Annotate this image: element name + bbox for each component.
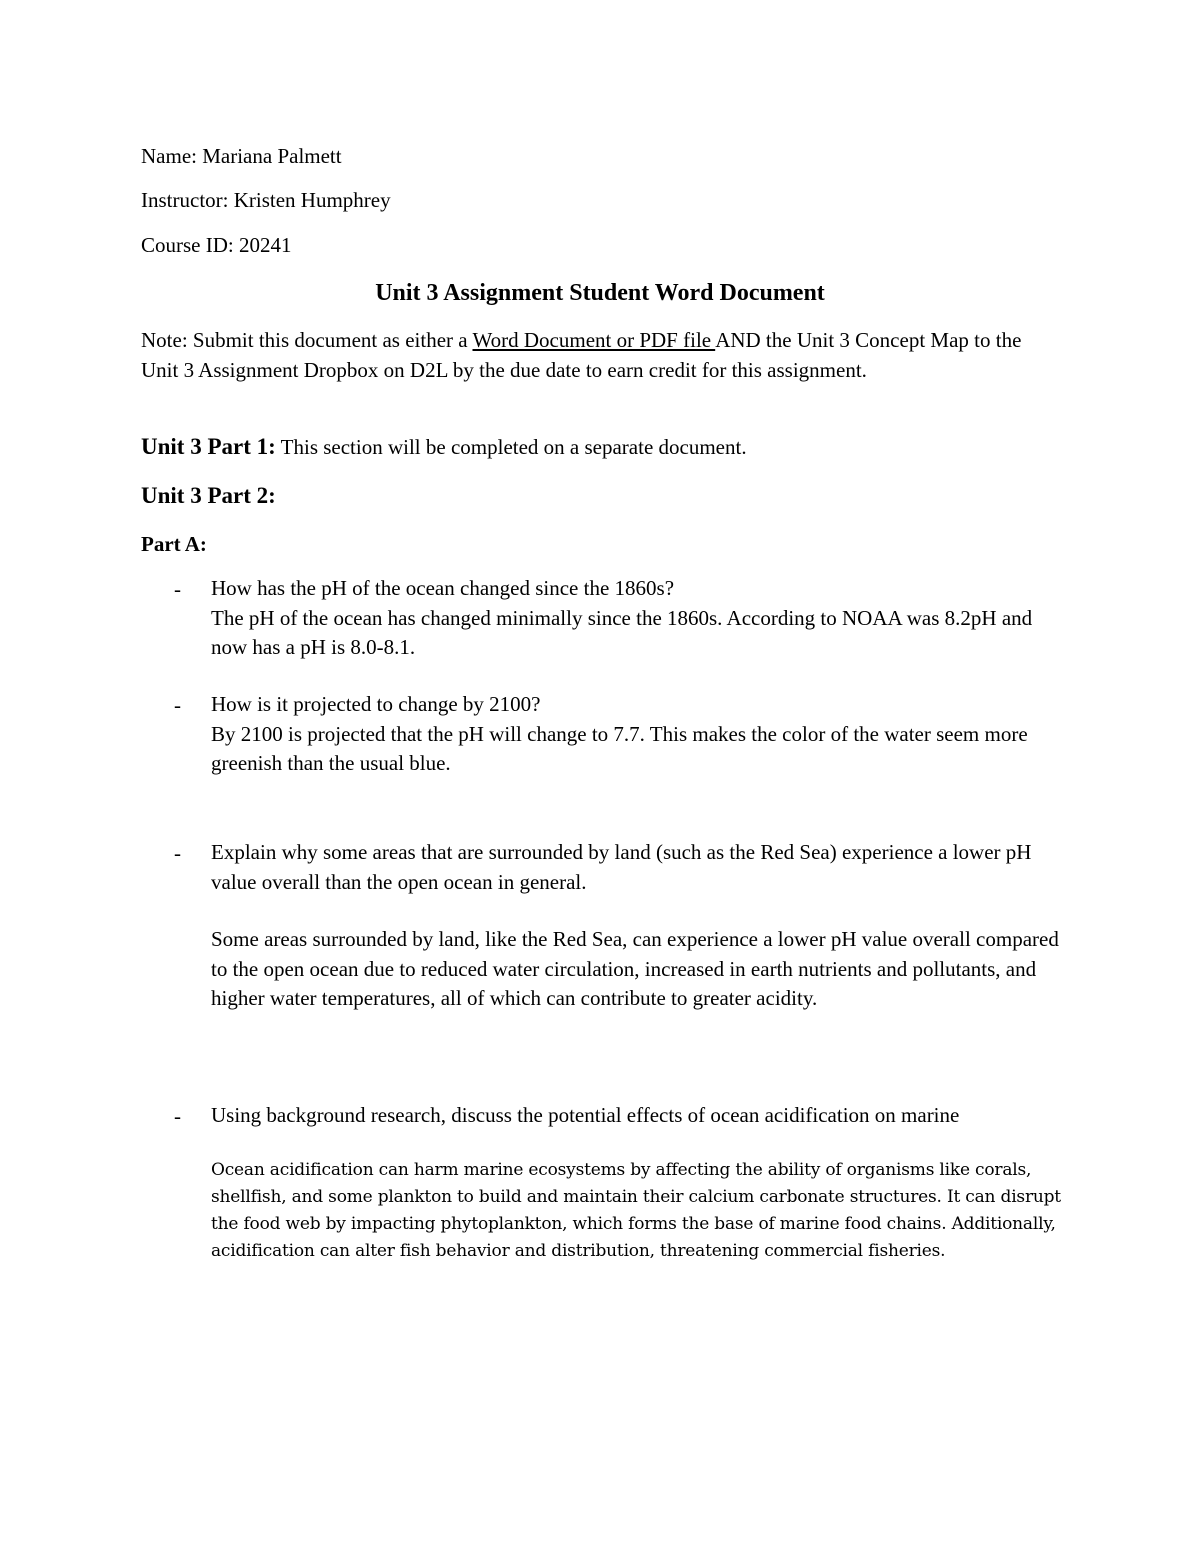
answer-text: The pH of the ocean has changed minimally since the 1860s. According to NOAA was 8.2pH and now has a pH is 8.0-8.1. (211, 605, 1033, 659)
list-item (211, 1101, 1111, 1131)
bullet-dash: - (174, 577, 181, 601)
part1-label: Unit 3 Part 1: (141, 434, 276, 459)
bullet-dash: - (174, 693, 181, 717)
partA-heading (141, 529, 207, 559)
bullet-dash: - (174, 1104, 181, 1128)
partA-label: Part A: (141, 532, 207, 556)
part2-label: Unit 3 Part 2: (141, 483, 276, 508)
question-text: Explain why some areas that are surrounded by land (such as the Red Sea) experience a lower pH value overall than the open ocean in general. (211, 840, 1032, 894)
document-title: Unit 3 Assignment Student Word Document (375, 280, 825, 306)
answer-text: Some areas surrounded by land, like the Red Sea, can experience a lower pH value overall compared to the open ocean due to reduced water circulation, increased in earth nutrients and pollutants, and higher water temperatures, all of which can contribute to greater acidity. (211, 927, 1059, 1010)
part2-heading (141, 481, 276, 511)
course-id: Course ID: 20241 (141, 233, 292, 257)
submission-note (141, 326, 1051, 385)
question-text: How has the pH of the ocean changed since the 1860s? (211, 576, 675, 600)
bullet-dash: - (174, 841, 181, 865)
note-underlined: Word Document or PDF file (472, 328, 716, 352)
instructor-name: Instructor: Kristen Humphrey (141, 188, 391, 212)
answer-text: By 2100 is projected that the pH will change to 7.7. This makes the color of the water seem more greenish than the usual blue. (211, 721, 1028, 775)
note-prefix: Note: Submit this document as either a (141, 328, 473, 352)
part1-heading (141, 432, 747, 462)
list-item (211, 838, 1061, 1014)
question-text: Using background research, discuss the potential effects of ocean acidification on marine (211, 1103, 960, 1127)
note-suffix: AND the Unit 3 Concept Map to the Unit 3 Assignment Dropbox on D2L by the due date to earn credit for this assignment. (141, 328, 1022, 382)
answer-text: Ocean acidification can harm marine ecosystems by affecting the ability of organisms like corals, shellfish, and some plankton to build and maintain their calcium carbonate structures. It can disrupt the food web by impacting phytoplankton, which forms the base of marine food chains. Additionally, acidification can alter fish behavior and distribution, threatening commercial fisheries. (211, 1160, 1061, 1261)
student-name: Name: Mariana Palmett (141, 144, 342, 168)
question-text: How is it projected to change by 2100? (211, 692, 541, 716)
list-item (211, 690, 1061, 779)
part1-text: This section will be completed on a separate document. (275, 435, 747, 459)
list-item (211, 574, 1061, 663)
